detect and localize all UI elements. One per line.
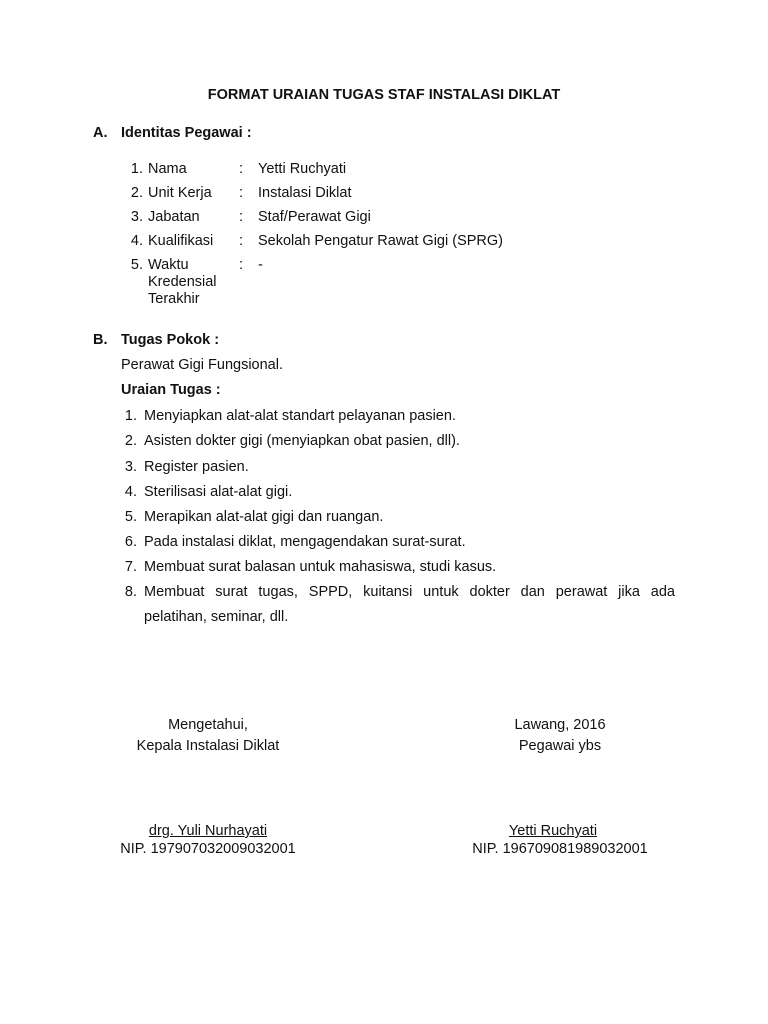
identity-row-label: Nama [148, 161, 187, 177]
task-text: Membuat surat balasan untuk mahasiswa, studi kasus. [144, 559, 497, 575]
identity-row-num: 4. [130, 233, 143, 249]
signature-right-line2: Pegawai ybs [518, 738, 602, 754]
identity-row-label: Jabatan [148, 209, 200, 225]
task-text: Register pasien. [144, 459, 249, 475]
section-b-description: Perawat Gigi Fungsional. [121, 357, 283, 373]
identity-row-label-line: Waktu [148, 257, 189, 273]
task-num: 2. [124, 433, 137, 449]
task-text: Sterilisasi alat-alat gigi. [144, 484, 293, 500]
task-num: 8. [124, 584, 137, 600]
task-num: 3. [124, 459, 137, 475]
task-num: 1. [124, 408, 137, 424]
task-num: 4. [124, 484, 137, 500]
section-b-letter: B. [93, 332, 108, 348]
identity-row-value: Yetti Ruchyati [258, 161, 347, 177]
signature-right-name: Yetti Ruchyati [508, 823, 598, 839]
task-text-line: pelatihan, seminar, dll. [144, 609, 289, 625]
task-text: Asisten dokter gigi (menyiapkan obat pasien, dll). [144, 433, 460, 449]
identity-row-label: Kualifikasi [148, 233, 214, 249]
identity-row-label: Unit Kerja [148, 185, 212, 201]
section-b-subheading: Uraian Tugas : [121, 382, 221, 398]
task-text: Menyiapkan alat-alat standart pelayanan pasien. [144, 408, 456, 424]
identity-row-label-line: Kredensial [148, 274, 217, 290]
task-num: 6. [124, 534, 137, 550]
document-title: FORMAT URAIAN TUGAS STAF INSTALASI DIKLAT [207, 87, 561, 103]
section-a-letter: A. [93, 125, 108, 141]
identity-row-label-line: Terakhir [148, 291, 200, 307]
signature-left-nip: NIP. 197907032009032001 [120, 841, 296, 857]
identity-row-value: Instalasi Diklat [258, 185, 352, 201]
task-text: Pada instalasi diklat, mengagendakan surat-surat. [144, 534, 466, 550]
signature-left-line2: Kepala Instalasi Diklat [136, 738, 280, 754]
identity-row-value: - [258, 257, 263, 273]
task-num: 7. [124, 559, 137, 575]
identity-row-num: 1. [130, 161, 143, 177]
identity-row-num: 2. [130, 185, 143, 201]
section-b-heading: Tugas Pokok : [121, 332, 220, 348]
identity-row-colon: : [239, 185, 244, 201]
identity-row-num: 3. [130, 209, 143, 225]
identity-row-num: 5. [130, 257, 143, 273]
section-a-heading: Identitas Pegawai : [121, 125, 252, 141]
identity-row-value: Staf/Perawat Gigi [258, 209, 371, 225]
signature-right-nip: NIP. 196709081989032001 [472, 841, 648, 857]
task-text-line-content: Membuat surat tugas, SPPD, kuitansi untuk dokter dan perawat jika ada [144, 584, 675, 600]
task-num: 5. [124, 509, 137, 525]
identity-row-colon: : [239, 257, 244, 273]
identity-row-value: Sekolah Pengatur Rawat Gigi (SPRG) [258, 233, 503, 249]
identity-row-colon: : [239, 161, 244, 177]
task-text: Merapikan alat-alat gigi dan ruangan. [144, 509, 384, 525]
identity-row-colon: : [239, 209, 244, 225]
signature-left-name: drg. Yuli Nurhayati [148, 823, 268, 839]
signature-left-line1: Mengetahui, [168, 717, 248, 733]
signature-right-line1: Lawang, 2016 [514, 717, 606, 733]
task-text-line [144, 584, 675, 600]
identity-row-colon: : [239, 233, 244, 249]
